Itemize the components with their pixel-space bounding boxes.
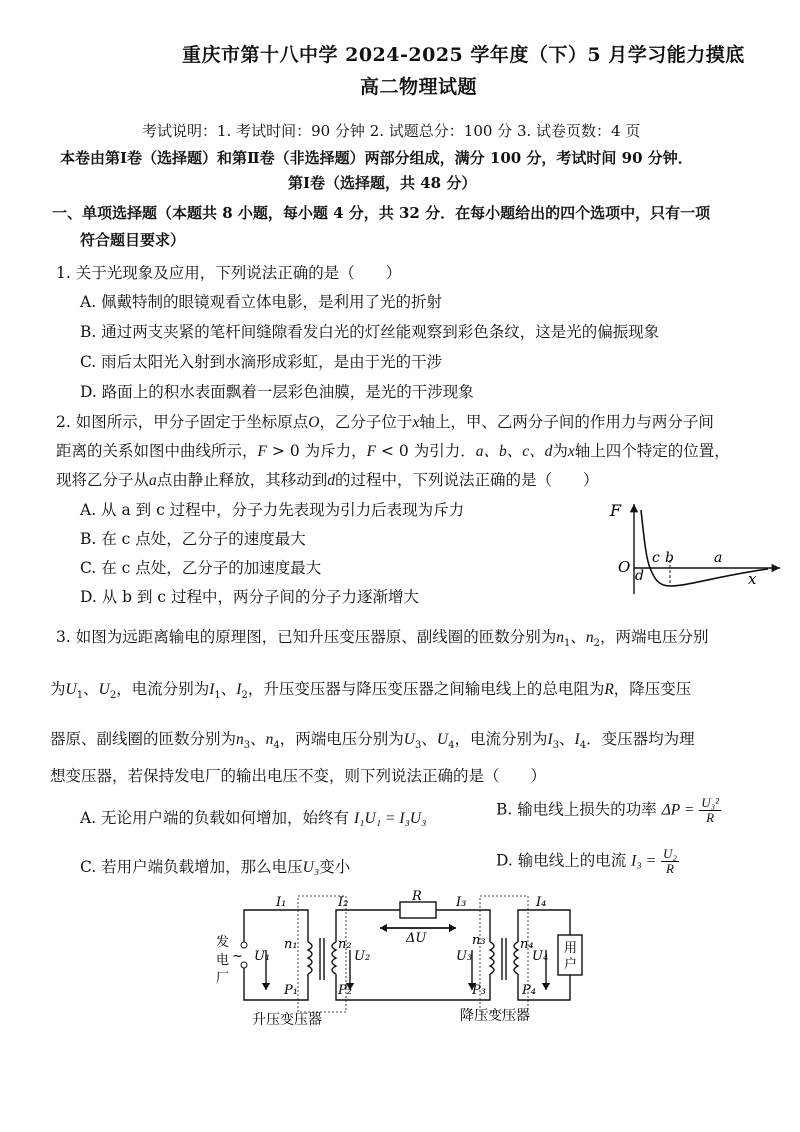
q3-stem-line2: 为$U_1$、$U_2$，电流分别为$I_1$、$I_2$，升压变压器与降压变压器之间输电线上的总电阻为R，降压变压 bbox=[50, 680, 692, 702]
section1-heading-cont: 符合题目要求） bbox=[80, 231, 186, 249]
exam-note: 考试说明：1. 考试时间：90 分钟 2. 试题总分：100 分 3. 试卷页数：4 页 bbox=[142, 122, 641, 140]
gen-label-2: 电 bbox=[216, 953, 230, 968]
graph-c-label: c bbox=[652, 550, 660, 566]
label-n1: n₁ bbox=[284, 937, 298, 952]
line-bottom bbox=[336, 974, 490, 1000]
label-du: ΔU bbox=[406, 931, 427, 946]
graph-f-label: F bbox=[610, 501, 622, 520]
q1-option-a: A. 佩戴特制的眼镜观看立体电影，是利用了光的折射 bbox=[80, 293, 443, 311]
coil-n1 bbox=[308, 942, 312, 974]
q3-option-a: A. 无论用户端的负载如何增加，始终有 I₁U₁ = I₃U₃ bbox=[80, 809, 427, 827]
label-u2: U₂ bbox=[354, 949, 371, 964]
q2-option-d: D. 从 b 到 c 过程中，两分子间的分子力逐渐增大 bbox=[80, 588, 420, 606]
label-r: R bbox=[412, 890, 422, 904]
coil-n4 bbox=[514, 942, 518, 974]
q3-stem-line4: 想变压器，若保持发电厂的输出电压不变，则下列说法正确的是（ ） bbox=[50, 767, 547, 785]
label-i2: I₂ bbox=[338, 895, 349, 910]
graph-o-label: O bbox=[618, 558, 631, 576]
q2-stem-line3: 现将乙分子从a点由静止释放，其移动到d的过程中，下列说法正确的是（ ） bbox=[56, 471, 599, 489]
label-u3: U₃ bbox=[456, 949, 473, 964]
q3-stem-line1: 3. 如图为远距离输电的原理图，已知升压变压器原、副线圈的匝数分别为$n_1$、$n_2$，两端电压分别 bbox=[56, 628, 709, 650]
label-n2: n₂ bbox=[338, 937, 352, 952]
label-i1: I₁ bbox=[276, 895, 287, 910]
label-u4: U₄ bbox=[532, 949, 549, 964]
resistor-r bbox=[400, 902, 436, 918]
user-label-1: 用 bbox=[564, 941, 578, 956]
gen-label-3: 厂 bbox=[216, 971, 230, 986]
user-label-2: 户 bbox=[564, 957, 578, 972]
q1-option-d: D. 路面上的积水表面飘着一层彩色油膜，是光的干涉现象 bbox=[80, 383, 474, 401]
graph-a-label: a bbox=[714, 550, 723, 566]
label-p4: P₄ bbox=[522, 983, 536, 998]
force-distance-graph bbox=[608, 498, 788, 598]
part1-title: 第Ⅰ卷（选择题，共 48 分） bbox=[288, 174, 477, 192]
step-down-label: 降压变压器 bbox=[460, 1008, 530, 1024]
exam-subtitle: 高二物理试题 bbox=[360, 76, 478, 98]
gen-label-1: 发 bbox=[216, 935, 230, 950]
graph-d-label: d bbox=[635, 568, 644, 584]
q1-option-c: C. 雨后太阳光入射到水滴形成彩虹，是由于光的干涉 bbox=[80, 353, 443, 371]
exam-title: 重庆市第十八中学 2024-2025 学年度（下）5 月学习能力摸底 bbox=[182, 44, 745, 66]
q2-stem-line2: 距离的关系如图中曲线所示，F > 0 为斥力，F < 0 为引力．a、b、c、d为x轴上四个特定的位置， bbox=[56, 442, 730, 460]
label-u1: U₁ bbox=[254, 949, 271, 964]
section1-heading: 一、单项选择题（本题共 8 小题，每小题 4 分，共 32 分．在每小题给出的四个选项中，只有一项 bbox=[52, 204, 711, 222]
graph-b-label: b bbox=[665, 550, 674, 566]
q3-option-d: D. 输电线上的电流 I₃ = $\frac{\text{U₂}}{R}$ bbox=[496, 846, 677, 876]
label-i4: I₄ bbox=[536, 895, 547, 910]
q3-d-fraction: $\frac{\text{U₂}}{R}$ bbox=[663, 846, 677, 876]
label-p3: P₃ bbox=[472, 983, 486, 998]
q3-option-c: C. 若用户端负载增加，那么电压U₃变小 bbox=[80, 858, 351, 876]
q2-option-a: A. 从 a 到 c 过程中，分子力先表现为引力后表现为斥力 bbox=[80, 501, 465, 519]
gen-tilde: ~ bbox=[232, 949, 243, 964]
step-up-label: 升压变压器 bbox=[252, 1012, 322, 1028]
q3-stem-line3: 器原、副线圈的匝数分别为$n_3$、$n_4$，两端电压分别为$U_3$、$U_4$，电流分别为$I_3$、$I_4$．变压器均为理 bbox=[50, 730, 695, 752]
coil-n3 bbox=[490, 942, 494, 974]
label-n4: n₄ bbox=[520, 937, 534, 952]
label-p1: P₁ bbox=[284, 983, 298, 998]
graph-x-label: x bbox=[748, 570, 757, 588]
label-p2: P₂ bbox=[338, 983, 352, 998]
q1-option-b: B. 通过两支夹紧的笔杆间缝隙看发白光的灯丝能观察到彩色条纹，这是光的偏振现象 bbox=[80, 323, 660, 341]
power-transmission-diagram bbox=[210, 890, 610, 1030]
label-i3: I₃ bbox=[456, 895, 467, 910]
label-n3: n₃ bbox=[472, 933, 486, 948]
coil-n2 bbox=[332, 942, 336, 974]
q3-option-b: B. 输电线上损失的功率 ΔP = $\frac{\text{U₃²}}{R}$ bbox=[496, 795, 720, 825]
q2-option-b: B. 在 c 点处，乙分子的速度最大 bbox=[80, 530, 306, 548]
exam-composition: 本卷由第Ⅰ卷（选择题）和第Ⅱ卷（非选择题）两部分组成，满分 100 分，考试时间 90 分钟． bbox=[60, 149, 693, 167]
q2-stem-line1: 2. 如图所示，甲分子固定于坐标原点O，乙分子位于x轴上，甲、乙两分子间的作用力与两分子间 bbox=[56, 413, 714, 431]
q2-option-c: C. 在 c 点处，乙分子的加速度最大 bbox=[80, 559, 322, 577]
q3-b-fraction: $\frac{\text{U₃²}}{R}$ bbox=[701, 795, 720, 825]
q1-stem: 1. 关于光现象及应用，下列说法正确的是（ ） bbox=[56, 264, 402, 282]
